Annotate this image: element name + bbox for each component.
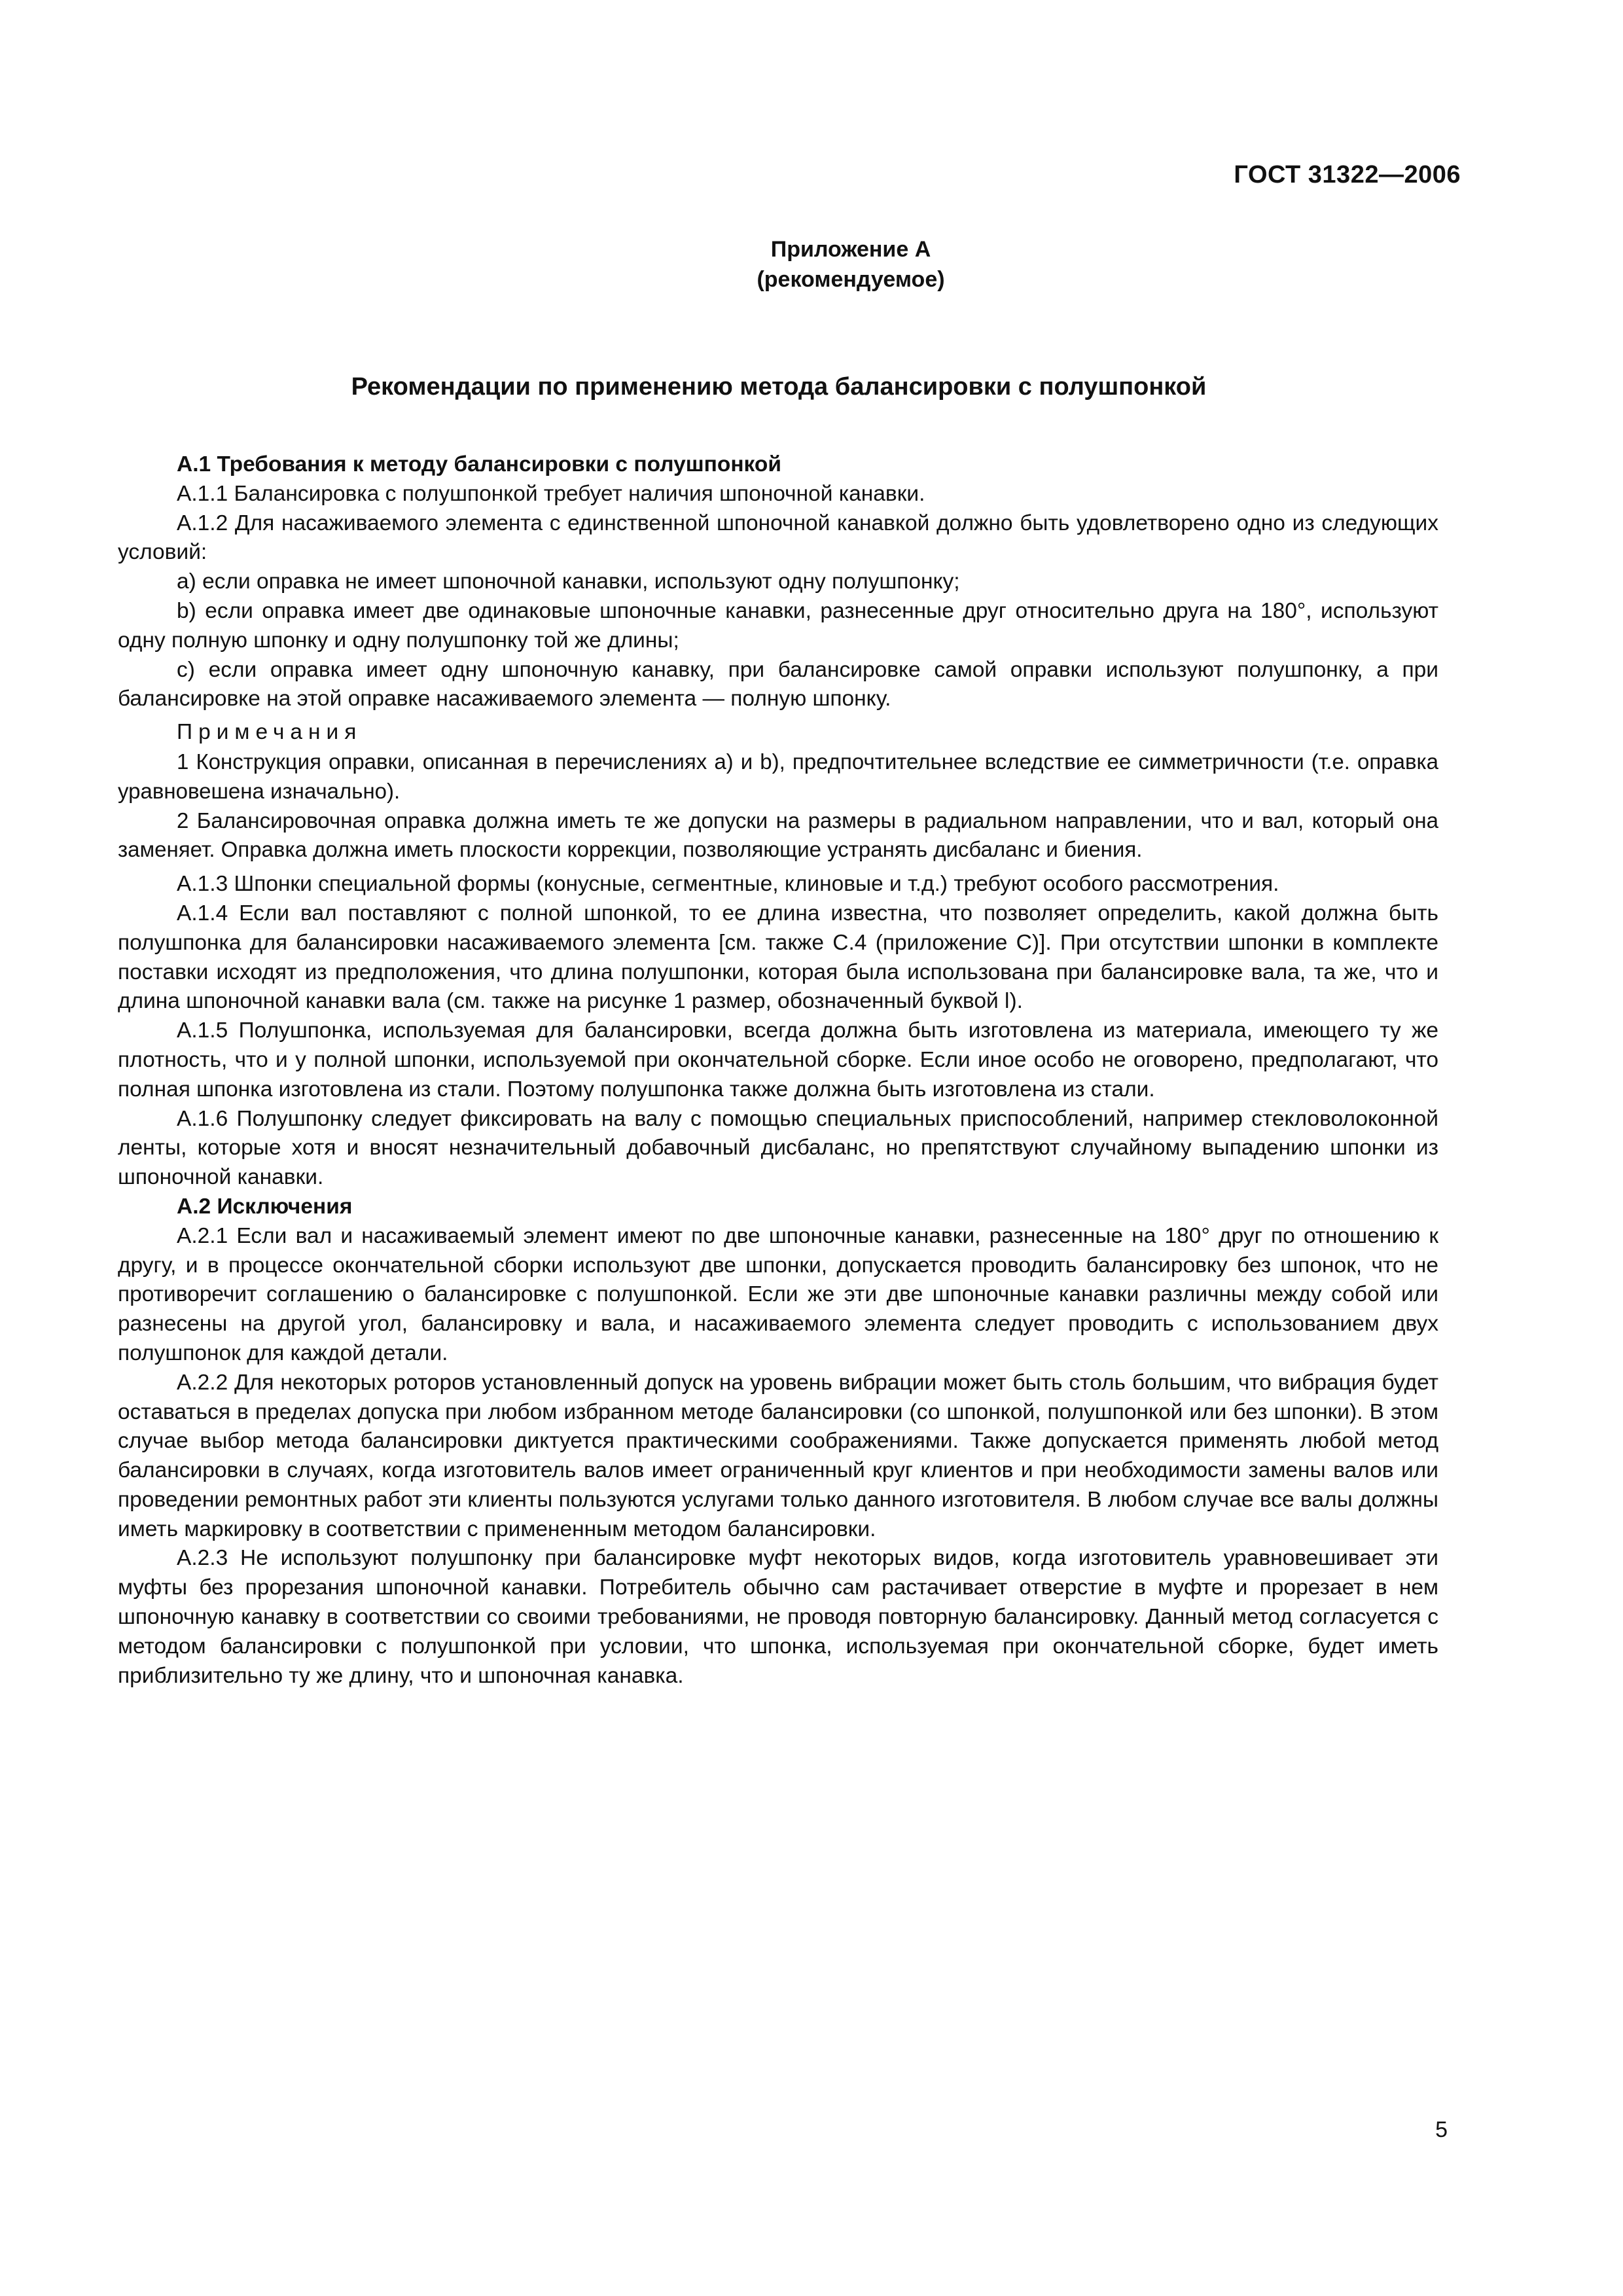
paragraph-a13: А.1.3 Шпонки специальной формы (конусные, сегментные, клиновые и т.д.) требуют особого рассмотрения. xyxy=(177,872,1279,897)
paragraph-a15: А.1.5 Полушпонка, используемая для балансировки, всегда должна быть изготовлена из материала, имеющего ту же плотность, что и у полной шпонки, используемой при окончательной сборке. Если иное особо не оговорено, предполагают, что полная шпонка изготовлена из стали. Поэтому полушпонка также должна быть изготовлена из стали. xyxy=(118,1018,1438,1102)
section-heading-a1: А.1 Требования к методу балансировки с полушпонкой xyxy=(177,452,781,476)
page-title: Рекомендации по применению метода балансировки с полушпонкой xyxy=(351,373,1207,401)
paragraph-a12: А.1.2 Для насаживаемого элемента с единственной шпоночной канавкой должно быть удовлетворено одно из следующих условий: xyxy=(118,511,1438,565)
paragraph-a22: А.2.2 Для некоторых роторов установленный допуск на уровень вибрации может быть столь большим, что вибрация будет оставаться в пределах допуска при любом избранном методе балансировки (со шпонкой, полушпонкой или без шпонки). В этом случае выбор метода балансировки диктуется практическими соображениями. Также допускается применять любой метод балансировки в случаях, когда изготовитель валов имеет ограниченный круг клиентов и при необходимости замены валов или проведении ремонтных работ эти клиенты пользуются услугами только данного изготовителя. В любом случае все валы должны иметь маркировку в соответствии с примененным методом балансировки. xyxy=(118,1370,1438,1541)
note-2: 2 Балансировочная оправка должна иметь те же допуски на размеры в радиальном направлении, что и вал, который она заменяет. Оправка должна иметь плоскости коррекции, позволяющие устранять дисбаланс и биения. xyxy=(118,808,1438,862)
annex-title: Приложение А xyxy=(770,237,931,262)
list-item-a: а) если оправка не имеет шпоночной канавки, используют одну полушпонку; xyxy=(177,569,960,594)
list-item-c: с) если оправка имеет одну шпоночную канавку, при балансировке самой оправки используют полушпонку, а при балансировке на этой оправке насаживаемого элемента — полную шпонку. xyxy=(118,657,1438,711)
document-body xyxy=(118,450,1438,1691)
page-number: 5 xyxy=(1435,2117,1448,2142)
annex-heading xyxy=(0,234,1623,295)
list-item-b: b) если оправка имеет две одинаковые шпоночные канавки, разнесенные друг относительно друга на 180°, используют одну полную шпонку и одну полушпонку той же длины; xyxy=(118,598,1438,653)
paragraph-a11: А.1.1 Балансировка с полушпонкой требует наличия шпоночной канавки. xyxy=(177,481,925,506)
paragraph-a14: А.1.4 Если вал поставляют с полной шпонкой, то ее длина известна, что позволяет определить, какой должна быть полушпонка для балансировки насаживаемого элемента [см. также С.4 (приложение С)]. При отсутствии шпонки в комплекте поставки исходят из предположения, что длина полушпонки, которая была использована при балансировке вала, та же, что и длина шпоночной канавки вала (см. также на рисунке 1 размер, обозначенный буквой l). xyxy=(118,901,1438,1014)
paragraph-a23: А.2.3 Не используют полушпонку при балансировке муфт некоторых видов, когда изготовитель уравновешивает эти муфты без прорезания шпоночной канавки. Потребитель обычно сам растачивает отверстие в муфте и прорезает в нем шпоночную канавку в соответствии со своими требованиями, не проводя повторную балансировку. Данный метод согласуется с методом балансировки с полушпонкой при условии, что шпонка, используемая при окончательной сборке, будет иметь приблизительно ту же длину, что и шпоночная канавка. xyxy=(118,1546,1438,1688)
paragraph-a16: А.1.6 Полушпонку следует фиксировать на валу с помощью специальных приспособлений, например стекловолоконной ленты, которые хотя и вносят незначительный добавочный дисбаланс, но препятствуют случайному выпадению шпонки из шпоночной канавки. xyxy=(118,1106,1438,1190)
note-1: 1 Конструкция оправки, описанная в перечислениях а) и b), предпочтительнее вследствие ее симметричности (т.е. оправка уравновешена изначально). xyxy=(118,749,1438,803)
standard-designation: ГОСТ 31322—2006 xyxy=(1234,161,1461,188)
annex-status: (рекомендуемое) xyxy=(757,267,945,292)
paragraph-a21: А.2.1 Если вал и насаживаемый элемент имеют по две шпоночные канавки, разнесенные на 180° друг по отношению к другу, и в процессе окончательной сборки используют две шпонки, допускается проводить балансировку без шпонок, что не противоречит соглашению о балансировке с полушпонкой. Если же эти две шпоночные канавки различны между собой или разнесены на другой угол, балансировку и вала, и насаживаемого элемента следует проводить с использованием двух полушпонок для каждой детали. xyxy=(118,1223,1438,1365)
section-heading-a2: А.2 Исключения xyxy=(177,1194,353,1219)
notes-heading: Примечания xyxy=(177,720,363,745)
